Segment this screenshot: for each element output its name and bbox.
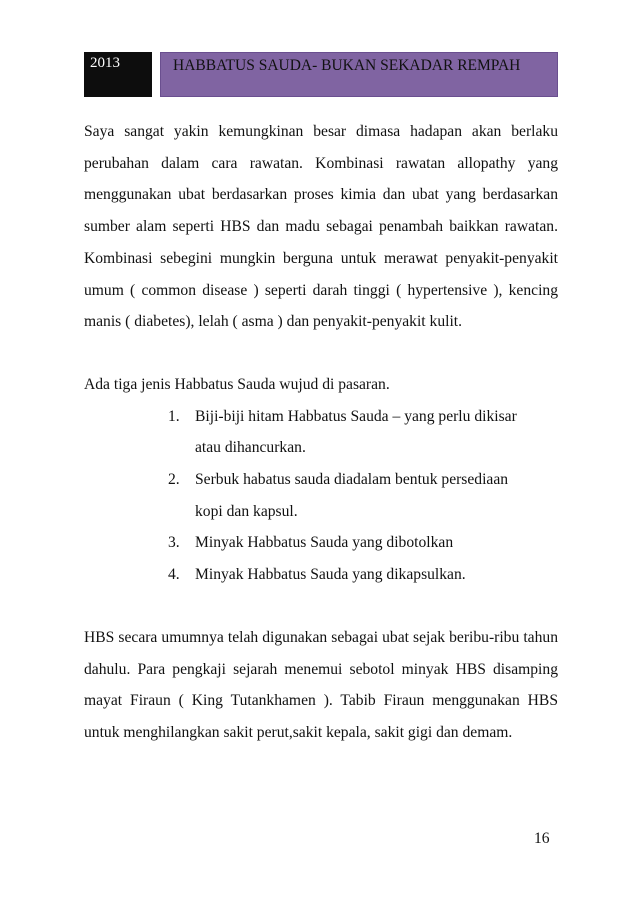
paragraph-treatment: Saya sangat yakin kemungkinan besar dimasa hadapan akan berlaku perubahan dalam cara rawatan. Kombinasi rawatan allopathy yang menggunakan ubat berdasarkan proses kimia dan ubat yang berdasarkan sumber alam seperti HBS dan madu sebagai penambah baikkan rawatan. Kombinasi sebegini mungkin berguna untuk merawat penyakit-penyakit umum ( common disease ) seperti darah tinggi ( hypertensive ), kencing manis ( diabetes), lelah ( asma ) dan penyakit-penyakit kulit. xyxy=(84,123,558,331)
page-number: 16 xyxy=(534,830,550,847)
list-item xyxy=(84,464,535,527)
list-item-number: 3. xyxy=(168,534,180,552)
header-title: HABBATUS SAUDA- BUKAN SEKADAR REMPAH xyxy=(160,52,558,97)
list-item-number: 1. xyxy=(168,407,180,425)
list-item-text: Serbuk habatus sauda diadalam bentuk persediaan kopi dan kapsul. xyxy=(195,471,509,520)
document-body xyxy=(84,116,558,749)
paragraph-history: HBS secara umumnya telah digunakan sebagai ubat sejak beribu-ribu tahun dahulu. Para pengkaji sejarah menemui sebotol minyak HBS disamping mayat Firaun ( King Tutankhamen ). Tabib Firaun menggunakan HBS untuk menghilangkan sakit perut,sakit kepala, sakit gigi dan demam. xyxy=(84,628,558,741)
types-list xyxy=(84,401,558,591)
page-header xyxy=(84,52,558,97)
header-year: 2013 xyxy=(84,52,152,97)
list-item xyxy=(84,527,535,559)
list-intro: Ada tiga jenis Habbatus Sauda wujud di pasaran. xyxy=(84,375,390,393)
list-item xyxy=(84,401,535,464)
list-item-number: 2. xyxy=(168,471,180,489)
list-item xyxy=(84,559,535,591)
list-item-text: Biji-biji hitam Habbatus Sauda – yang perlu dikisar atau dihancurkan. xyxy=(195,407,517,457)
list-item-number: 4. xyxy=(168,566,180,584)
header-divider xyxy=(152,52,160,97)
list-item-text: Minyak Habbatus Sauda yang dibotolkan xyxy=(195,534,454,552)
list-item-text: Minyak Habbatus Sauda yang dikapsulkan. xyxy=(195,566,466,584)
